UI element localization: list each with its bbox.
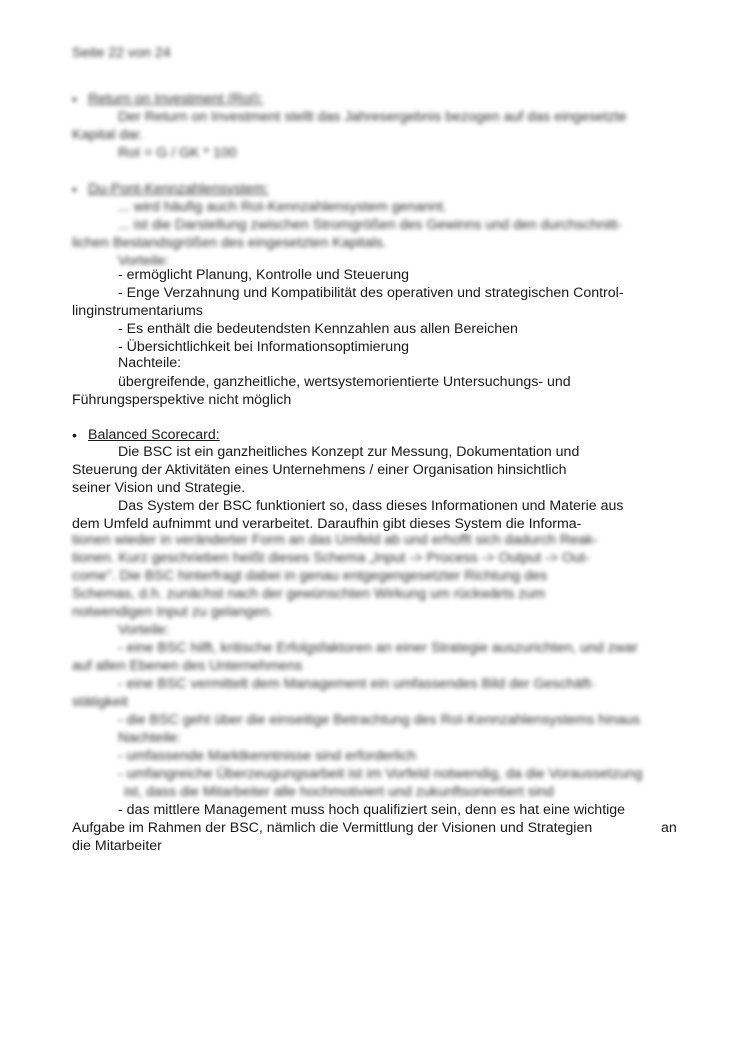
dupont-nachteil-1a: übergreifende, ganzheitliche, wertsystemorientierte Untersuchungs- und bbox=[118, 374, 571, 390]
roi-formula: RoI = G / GK * 100 bbox=[118, 145, 237, 161]
roi-line-2: Kapital dar. bbox=[72, 127, 143, 143]
dupont-heading: Du-Pont-Kennzahlensystem: bbox=[88, 181, 269, 197]
bullet-bsc: • bbox=[72, 427, 77, 443]
bsc-nachteile-label: Nachteile: bbox=[118, 730, 182, 746]
bsc-p2-line-b: dem Umfeld aufnimmt und verarbeitet. Daraufhin gibt dieses System die Informa- bbox=[72, 516, 582, 532]
bsc-vorteil-2a: - eine BSC vermittelt dem Management ein umfassendes Bild der Geschäft- bbox=[118, 676, 596, 692]
bsc-vorteil-2b: stätigkeit bbox=[72, 694, 128, 710]
dupont-nachteile-label: Nachteile: bbox=[118, 355, 182, 371]
bsc-p2-line-d: tionen. Kurz geschrieben heißt dieses Schema „Input -> Process -> Output -> Out- bbox=[72, 550, 590, 566]
bsc-vorteil-1b: auf allen Ebenen des Unternehmens bbox=[72, 658, 303, 674]
dupont-nachteil-1b: Führungsperspektive nicht möglich bbox=[72, 392, 292, 408]
bsc-nachteil-2b: ist, dass die Mitarbeiter alle hochmotiviert und zukunftsorientiert sind bbox=[124, 784, 554, 800]
roi-heading: Return on Investment (RoI): bbox=[88, 91, 264, 107]
bsc-p2-line-g: notwendigen Input zu gelangen. bbox=[72, 604, 274, 620]
bullet-dupont: • bbox=[72, 181, 77, 197]
dupont-line-3: lichen Bestandsgrößen des eingesetzten Kapitals. bbox=[72, 235, 387, 251]
bsc-heading: Balanced Scorecard: bbox=[88, 427, 220, 443]
dupont-vorteil-2a: - Enge Verzahnung und Kompatibilität des operativen und strategischen Control- bbox=[118, 285, 624, 301]
bsc-vorteile-label: Vorteile: bbox=[118, 622, 170, 638]
bsc-nachteil-1: - umfassende Marktkenntnisse sind erforderlich bbox=[118, 748, 417, 764]
page-number: Seite 22 von 24 bbox=[72, 45, 171, 61]
bsc-p1-line-c: seiner Vision und Strategie. bbox=[72, 480, 246, 496]
bsc-p2-line-e: come". Die BSC hinterfragt dabei in genau entgegengesetzter Richtung des bbox=[72, 568, 548, 584]
bsc-p2-line-a: Das System der BSC funktioniert so, dass dieses Informationen und Materie aus bbox=[118, 498, 624, 514]
bsc-p2-line-c: tionen wieder in veränderter Form an das Umfeld ab und erhofft sich dadurch Reak- bbox=[72, 532, 598, 548]
dupont-line-2: ... ist die Darstellung zwischen Stromgrößen des Gewinns und den durchschnitt- bbox=[118, 217, 622, 233]
bsc-p1-line-a: Die BSC ist ein ganzheitliches Konzept zur Messung, Dokumentation und bbox=[118, 444, 580, 460]
dupont-vorteile-label: Vorteile: bbox=[118, 253, 170, 269]
dupont-vorteil-1: - ermöglicht Planung, Kontrolle und Steuerung bbox=[118, 267, 410, 283]
bsc-p1-line-b: Steuerung der Aktivitäten eines Unternehmens / einer Organisation hinsichtlich bbox=[72, 462, 567, 478]
dupont-vorteil-3: - Es enthält die bedeutendsten Kennzahlen aus allen Bereichen bbox=[118, 321, 518, 337]
bsc-p2-line-f: Schemas, d.h. zunächst nach der gewünschten Wirkung um rückwärts zum bbox=[72, 586, 546, 602]
dupont-line-1: ... wird häufig auch RoI-Kennzahlensystem genannt. bbox=[118, 199, 447, 215]
bsc-nachteil-3b: Aufgabe im Rahmen der BSC, nämlich die Vermittlung der Visionen und Strategien bbox=[72, 820, 593, 836]
bsc-vorteil-3: - die BSC geht über die einseitige Betrachtung des RoI-Kennzahlensystems hinaus bbox=[118, 712, 641, 728]
bsc-nachteil-3b-end: an bbox=[661, 820, 677, 836]
bullet-roi: • bbox=[72, 91, 77, 107]
bsc-nachteil-3a: - das mittlere Management muss hoch qualifiziert sein, denn es hat eine wichtige bbox=[118, 802, 626, 818]
dupont-vorteil-2b: linginstrumentariums bbox=[72, 303, 203, 319]
roi-line-1: Der Return on Investment stellt das Jahresergebnis bezogen auf das eingesetzte bbox=[118, 109, 627, 125]
dupont-vorteil-4: - Übersichtlichkeit bei Informationsoptimierung bbox=[118, 339, 409, 355]
bsc-nachteil-2a: - umfangreiche Überzeugungsarbeit ist im Vorfeld notwendig, da die Voraussetzung bbox=[118, 766, 643, 782]
bsc-nachteil-3c: die Mitarbeiter bbox=[72, 838, 162, 854]
bsc-vorteil-1a: - eine BSC hilft, kritische Erfolgsfaktoren an einer Strategie auszurichten, und zwar bbox=[118, 640, 638, 656]
